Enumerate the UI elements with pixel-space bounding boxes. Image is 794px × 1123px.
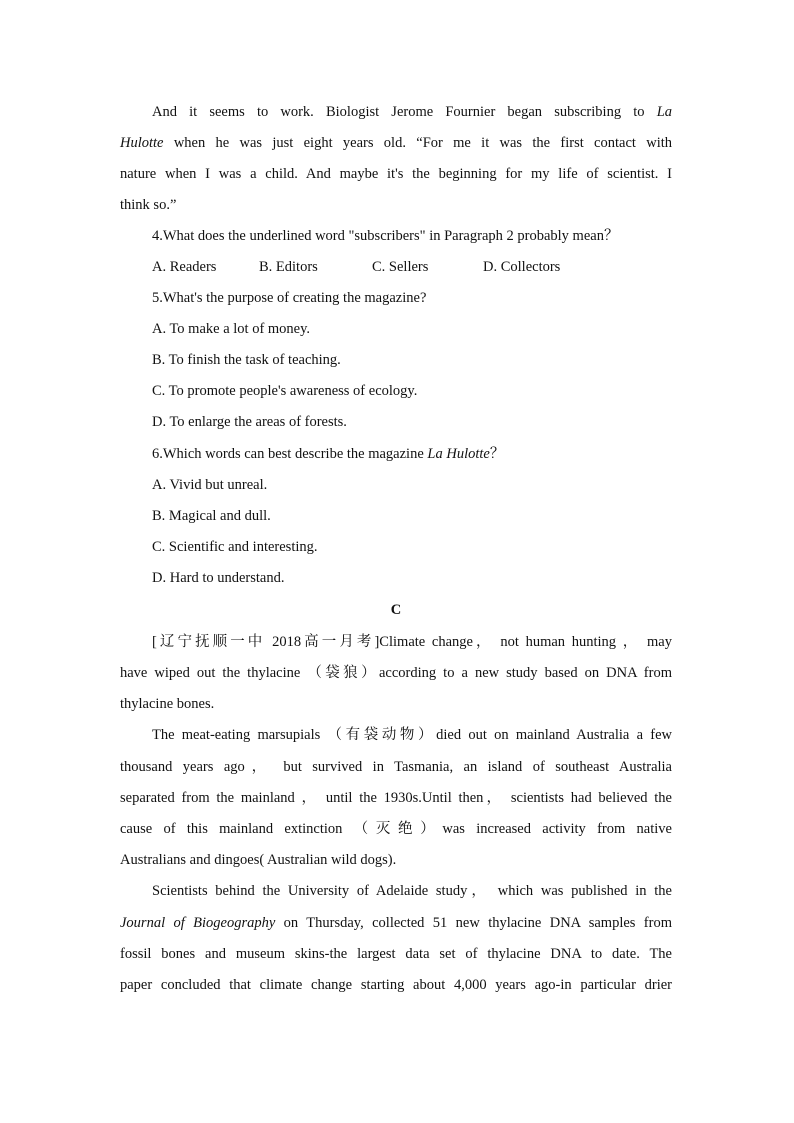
question-4-options: [120, 257, 672, 277]
option-b: B. Editors: [259, 259, 318, 275]
option-b: B. Magical and dull.: [152, 508, 271, 524]
option-d: D. Hard to understand.: [152, 570, 285, 586]
paragraph-line: Hulotte when he was just eight years old. “For me it was the first contact with: [120, 135, 673, 151]
paragraph-line: And it seems to work. Biologist Jerome Fournier began subscribing to La: [152, 104, 673, 120]
option-c: C. To promote people's awareness of ecology.: [152, 383, 418, 399]
paragraph-line: [辽宁抚顺一中 2018高一月考]Climate change， not human hunting ， may: [152, 634, 672, 650]
paragraph-line: fossil bones and museum skins-the largest data set of thylacine DNA to date. The: [120, 946, 672, 962]
paragraph-line: thylacine bones.: [120, 696, 215, 712]
paragraph-line: nature when I was a child. And maybe it's the beginning for my life of scientist. I: [120, 166, 672, 182]
paragraph-line: think so.”: [120, 197, 177, 213]
paragraph-line: Scientists behind the University of Adelaide study， which was published in the: [152, 883, 672, 899]
option-d: D. To enlarge the areas of forests.: [152, 414, 347, 430]
question-5: 5.What's the purpose of creating the magazine?: [152, 290, 427, 306]
option-b: B. To finish the task of teaching.: [152, 352, 341, 368]
option-c: C. Sellers: [372, 259, 429, 275]
paragraph-line: thousand years ago， but survived in Tasmania, an island of southeast Australia: [120, 759, 672, 775]
question-4: 4.What does the underlined word "subscribers" in Paragraph 2 probably mean？: [152, 228, 619, 244]
paragraph-line: The meat-eating marsupials （有袋动物）died out on mainland Australia a few: [152, 727, 672, 743]
option-a: A. To make a lot of money.: [152, 321, 311, 337]
question-6: 6.Which words can best describe the magazine La Hulotte？: [152, 446, 505, 462]
paragraph-line: Journal of Biogeography on Thursday, collected 51 new thylacine DNA samples from: [120, 915, 672, 931]
option-a: A. Vivid but unreal.: [152, 477, 268, 493]
section-heading: C: [390, 602, 402, 618]
option-a: A. Readers: [152, 259, 217, 275]
paragraph-line: paper concluded that climate change starting about 4,000 years ago-in particular drier: [120, 977, 672, 993]
paragraph-line: cause of this mainland extinction （灭绝）was increased activity from native: [120, 821, 672, 837]
paragraph-line: have wiped out the thylacine （袋狼）according to a new study based on DNA from: [120, 665, 672, 681]
option-d: D. Collectors: [483, 259, 561, 275]
option-c: C. Scientific and interesting.: [152, 539, 318, 555]
paragraph-line: separated from the mainland ， until the 1930s.Until then， scientists had believed the: [120, 790, 672, 806]
paragraph-line: Australians and dingoes( Australian wild dogs).: [120, 852, 397, 868]
